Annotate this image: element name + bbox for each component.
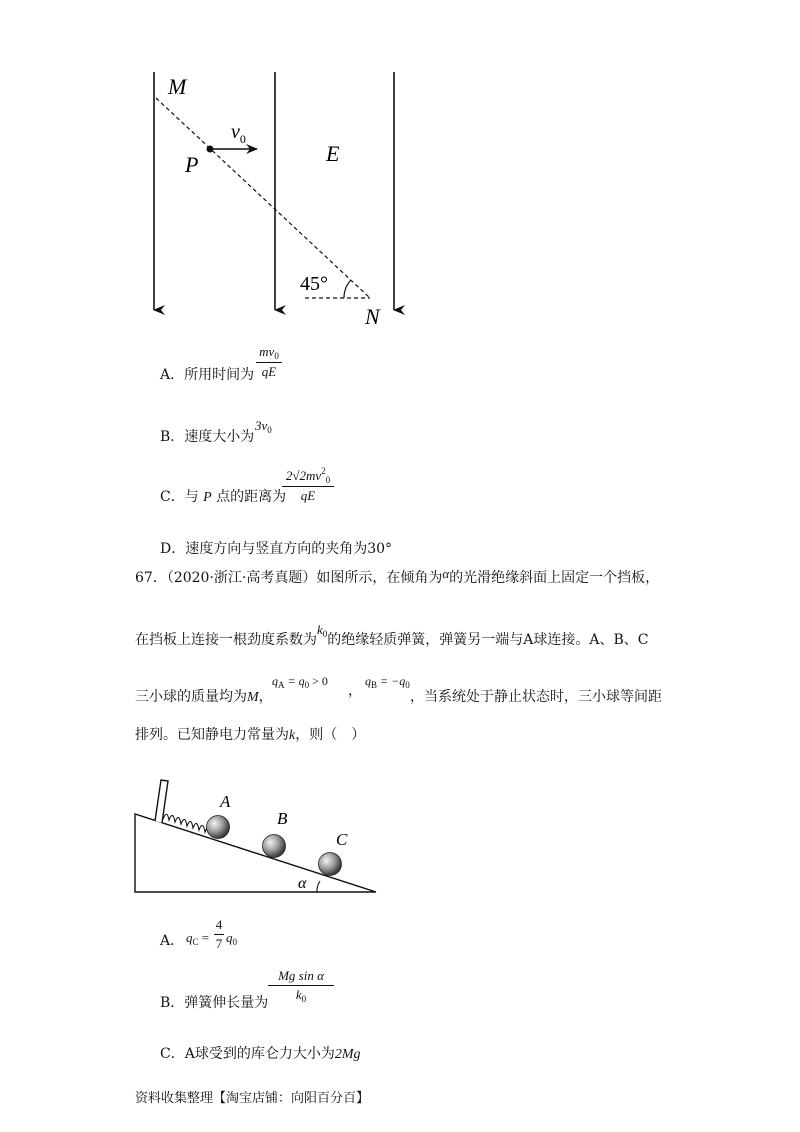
label-ball-a: A [220, 792, 231, 811]
field-diagram [130, 62, 420, 337]
q67-option-c[interactable]: C．A球受到的库仑力大小为2Mg [160, 1046, 361, 1062]
trajectory-dashed [156, 98, 370, 298]
ball-b [263, 835, 286, 858]
label-v: $v_0$ [231, 121, 246, 146]
q66-option-a-fraction: $mv_0$ qE [256, 344, 282, 380]
q66-option-b-value: $3v_0$ [255, 418, 272, 435]
label-alpha: α [298, 875, 307, 892]
q67-option-a-fraction: 4 7 [215, 917, 223, 951]
label-ball-c: C [336, 830, 348, 849]
q67-line-2: 在挡板上连接一根劲度系数为$k_0$的绝缘轻质弹簧，弹簧另一端与A球连接。A、B、C [135, 622, 649, 648]
ball-a [207, 816, 230, 839]
q67-option-a-q0: $q_0$ [226, 930, 237, 947]
incline-diagram [130, 775, 382, 900]
label-m: M [168, 74, 187, 99]
board [155, 780, 168, 823]
q66-option-c-fraction: $2√2mv^2_0$ qE [282, 466, 334, 504]
q67-line-3b: ，当系统处于静止状态时，三小球等间距 [410, 689, 662, 705]
q67-charge-a: $q_A = q_0 > 0$ [272, 674, 328, 690]
q66-option-c[interactable]: C．与 P 点的距离为 [160, 489, 287, 505]
label-ball-b: B [277, 809, 288, 828]
q67-option-a[interactable]: A． [160, 933, 185, 949]
q66-option-a[interactable]: A．所用时间为 [160, 367, 255, 383]
label-angle: 45° [300, 273, 328, 295]
q67-line-1: 67．（2020·浙江·高考真题）如图所示，在倾角为α的光滑绝缘斜面上固定一个挡板， [135, 566, 660, 586]
ball-c [319, 853, 342, 876]
label-n: N [365, 304, 380, 329]
q67-line-4: 排列。已知静电力常量为k，则（ ） [135, 727, 366, 743]
label-p: P [185, 152, 199, 177]
q66-option-b[interactable]: B．速度大小为 [160, 429, 255, 445]
angle-arc [344, 280, 351, 298]
q66-option-d[interactable]: D．速度方向与竖直方向的夹角为30° [160, 541, 393, 557]
q67-option-a-expr-left: $q_C$ = [186, 930, 210, 947]
q67-option-b-fraction: Mg sin α $k_0$ [268, 968, 334, 1004]
q67-line-3: 三小球的质量均为M， [135, 689, 273, 705]
incline-triangle [135, 814, 376, 892]
q67-charge-b: $q_B = -q_0$ [365, 674, 410, 690]
label-e: E [326, 141, 340, 166]
footer-note: 资料收集整理【淘宝店铺：向阳百分百】 [135, 1091, 370, 1106]
q67-comma: ， [348, 683, 362, 699]
q67-option-b[interactable]: B．弹簧伸长量为 [160, 995, 269, 1011]
